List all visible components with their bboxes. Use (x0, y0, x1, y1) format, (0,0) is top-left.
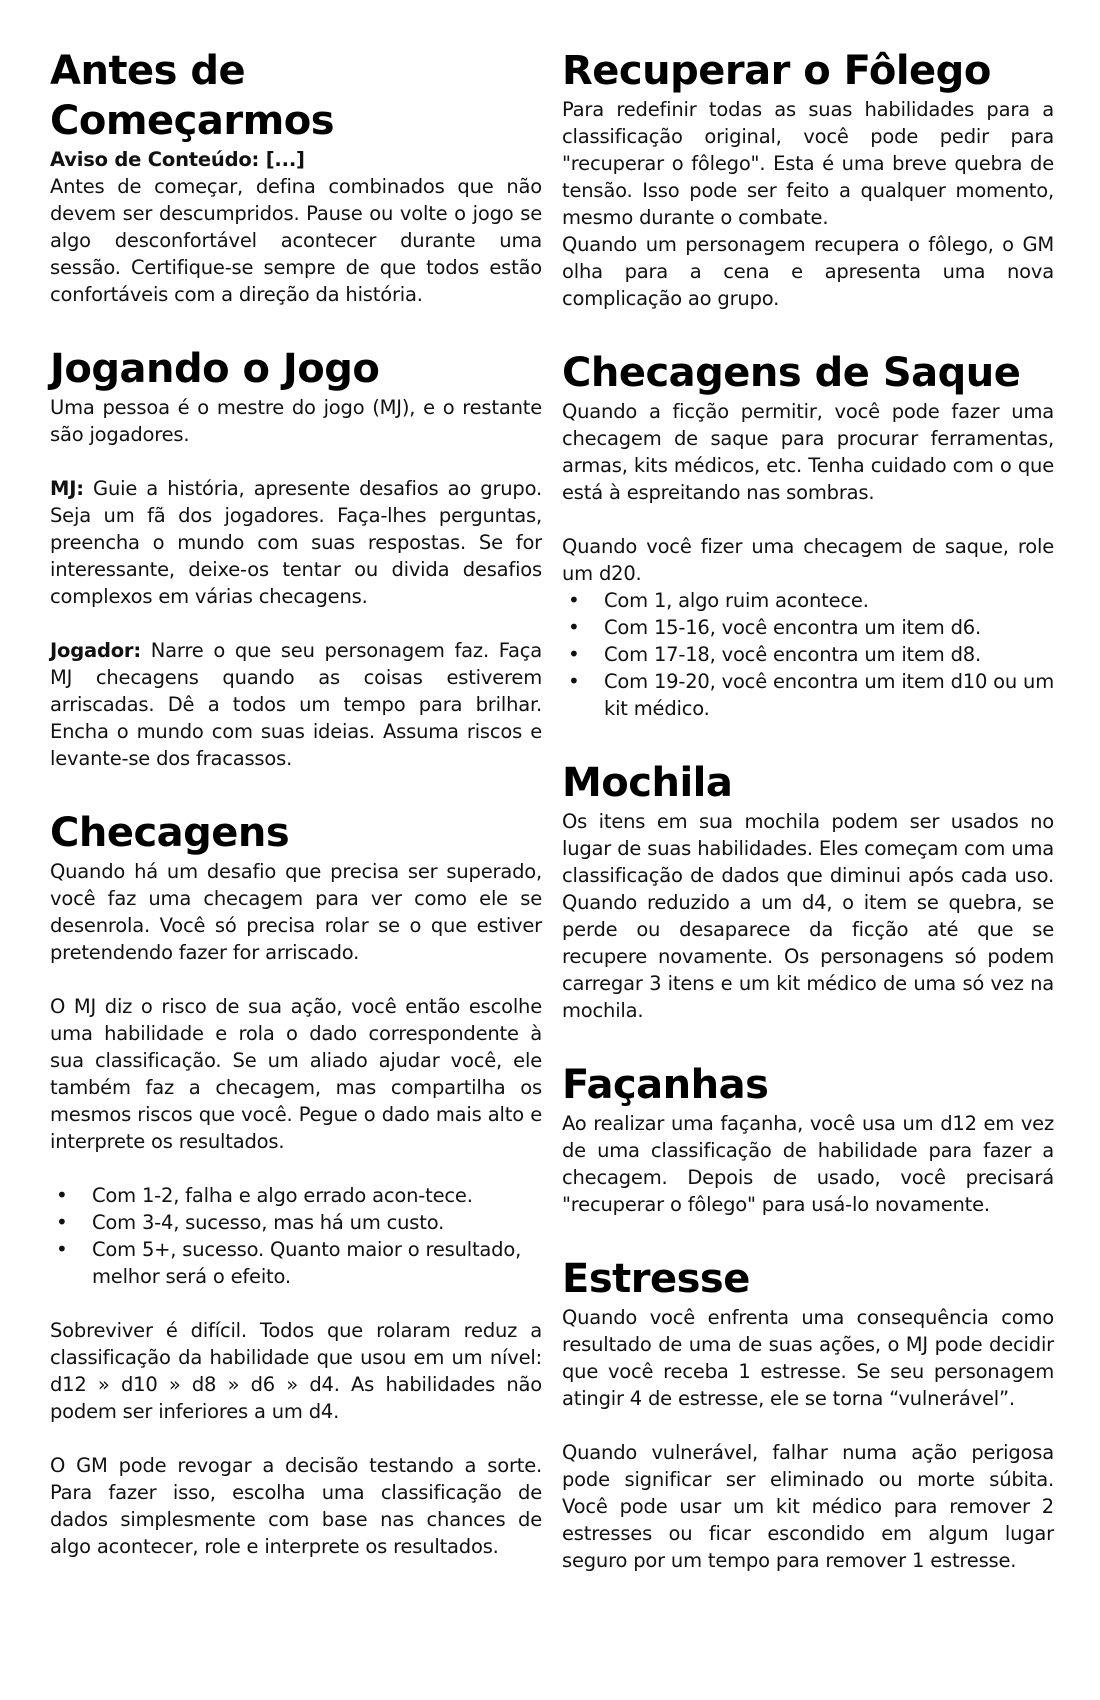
section-title-mochila: Mochila (562, 760, 733, 806)
section-estresse (562, 1254, 1054, 1574)
list-item: • Com 1, algo ruim acontece. (568, 588, 869, 612)
section-title-saque: Checagens de Saque (562, 350, 1021, 396)
paragraph-checagens-2: O MJ diz o risco de sua ação, você então escolhe uma habilidade e rola o dado correspondente à sua classificação. Se um aliado ajudar você, ele também faz a checagem, mas compartilha os mesmos riscos que você. Pegue o dado mais alto e interprete os resultados. (50, 995, 542, 1153)
paragraph-antes: Antes de começar, defina combinados que não devem ser descumpridos. Pause ou volte o jogo se algo desconfortável acontecer durante uma sessão. Certifique-se sempre de que todos estão confortáveis com a direção da história. (50, 175, 542, 306)
content-warning-label: Aviso de Conteúdo: [...] (50, 148, 305, 171)
paragraph-saque-2: Quando você fizer uma checagem de saque, role um d20. (562, 535, 1054, 585)
right-column (562, 46, 1054, 1574)
list-item: • Com 17-18, você encontra um item d8. (568, 642, 981, 666)
checagens-results-list (50, 1182, 542, 1290)
section-title-estresse: Estresse (562, 1256, 750, 1302)
list-item: • Com 5+, sucesso. Quanto maior o resultado, melhor será o efeito. (56, 1237, 522, 1288)
section-folego (562, 46, 1054, 312)
bullet-icon: • (56, 1183, 68, 1207)
paragraph-checagens-1: Quando há um desafio que precisa ser superado, você faz uma checagem para ver como ele se desenrola. Você só precisa rolar se o que estiver pretendendo fazer for arriscado. (50, 860, 542, 964)
section-facanhas (562, 1060, 1054, 1218)
paragraph-saque-1: Quando a ficção permitir, você pode fazer uma checagem de saque para procurar ferramentas, armas, kits médicos, etc. Tenha cuidado com o que está à espreitando nas sombras. (562, 400, 1054, 504)
section-title-facanhas: Façanhas (562, 1062, 769, 1108)
paragraph-folego-2: Quando um personagem recupera o fôlego, o GM olha para a cena e apresenta uma nova complicação ao grupo. (562, 233, 1054, 310)
section-title-folego: Recuperar o Fôlego (562, 48, 991, 94)
paragraph-mj (50, 475, 542, 610)
section-antes (50, 46, 542, 308)
section-title-checagens: Checagens (50, 810, 290, 856)
left-column (50, 46, 542, 1560)
bullet-icon: • (568, 588, 580, 612)
section-title-jogando: Jogando o Jogo (50, 346, 380, 392)
paragraph-jogando-intro: Uma pessoa é o mestre do jogo (MJ), e o restante são jogadores. (50, 396, 542, 446)
bullet-icon: • (568, 642, 580, 666)
jogador-text: Narre o que seu personagem faz. Faça MJ checagens quando as coisas estiverem arriscadas. Dê a todos um tempo para brilhar. Encha o mundo com suas ideias. Assuma riscos e levante-se dos fracassos. (50, 639, 542, 770)
jogador-label: Jogador: (50, 639, 141, 662)
list-item: • Com 19-20, você encontra um item d10 ou um kit médico. (568, 669, 1055, 720)
paragraph-mochila: Os itens em sua mochila podem ser usados no lugar de suas habilidades. Eles começam com uma classificação de dados que diminui após cada uso. Quando reduzido a um d4, o item se quebra, se perde ou desaparece da ficção até que se recupere novamente. Os personagens só podem carregar 3 itens e um kit médico de uma só vez na mochila. (562, 810, 1054, 1022)
paragraph-estresse-1: Quando você enfrenta uma consequência como resultado de uma de suas ações, o MJ pode decidir que você receba 1 estresse. Se seu personagem atingir 4 de estresse, ele se torna “vulnerável”. (562, 1306, 1054, 1410)
paragraph-facanhas: Ao realizar uma façanha, você usa um d12 em vez de uma classificação de habilidade para fazer a checagem. Depois de usado, você precisará "recuperar o fôlego" para usá-lo novamente. (562, 1112, 1054, 1216)
mj-text: Guie a história, apresente desafios ao grupo. Seja um fã dos jogadores. Faça-lhes perguntas, preencha o mundo com suas respostas. Se for interessante, deixe-os tentar ou divida desafios complexos em várias checagens. (50, 477, 542, 608)
list-item: • Com 1-2, falha e algo errado acon-tece. (56, 1183, 473, 1207)
bullet-icon: • (568, 669, 580, 693)
bullet-icon: • (56, 1237, 68, 1261)
mj-label: MJ: (50, 477, 84, 500)
saque-results-list (562, 587, 1054, 722)
paragraph-checagens-4: O GM pode revogar a decisão testando a sorte. Para fazer isso, escolha uma classificação de dados simplesmente com base nas chances de algo acontecer, role e interprete os resultados. (50, 1454, 542, 1558)
section-jogando (50, 344, 542, 772)
paragraph-checagens-3: Sobreviver é difícil. Todos que rolaram reduz a classificação da habilidade que usou em um nível: d12 » d10 » d8 » d6 » d4. As habilidades não podem ser inferiores a um d4. (50, 1319, 542, 1423)
paragraph-folego-1: Para redefinir todas as suas habilidades para a classificação original, você pode pedir para "recuperar o fôlego". Esta é uma breve quebra de tensão. Isso pode ser feito a qualquer momento, mesmo durante o combate. (562, 98, 1054, 229)
bullet-icon: • (568, 615, 580, 639)
list-item: • Com 3-4, sucesso, mas há um custo. (56, 1210, 445, 1234)
paragraph-jogador (50, 637, 542, 772)
bullet-icon: • (56, 1210, 68, 1234)
section-mochila (562, 758, 1054, 1024)
section-saque (562, 348, 1054, 722)
paragraph-estresse-2: Quando vulnerável, falhar numa ação perigosa pode significar ser eliminado ou morte súbita. Você pode usar um kit médico para remover 2 estresses ou ficar escondido em algum lugar seguro por um tempo para remover 1 estresse. (562, 1441, 1054, 1572)
section-title-antes: Antes de Começarmos (50, 48, 335, 144)
section-checagens (50, 808, 542, 1560)
list-item: • Com 15-16, você encontra um item d6. (568, 615, 981, 639)
